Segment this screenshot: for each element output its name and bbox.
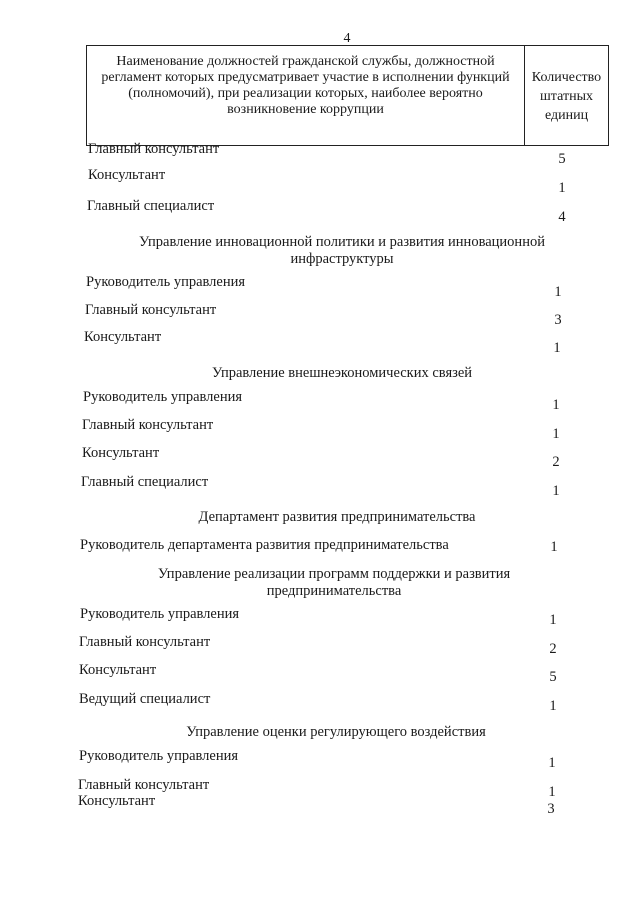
staff-count: 1 (553, 340, 561, 356)
position-title: Консультант (78, 793, 156, 809)
position-title: Консультант (82, 445, 160, 461)
staff-count: 1 (548, 784, 556, 800)
staff-count: 1 (558, 180, 566, 196)
staff-count: 5 (558, 151, 566, 167)
position-title: Руководитель управления (80, 606, 240, 622)
position-title: Консультант (84, 329, 162, 345)
staff-count: 1 (549, 698, 557, 714)
position-title: Руководитель управления (86, 274, 246, 290)
staff-count: 1 (548, 755, 556, 771)
section-heading: Управление внешнеэкономических связей (211, 365, 473, 381)
staff-count: 1 (550, 539, 558, 555)
staff-count: 1 (552, 397, 560, 413)
position-title: Главный консультант (79, 634, 211, 650)
section-heading: Управление оценки регулирующего воздействия (186, 724, 486, 740)
header-position-column: Наименование должностей гражданской службы, должностной регламент которых предусматривает участие в исполнении функций (полномочий), при реализации которых, наиболее вероятно возникновение коррупции (87, 46, 525, 145)
section-heading: Управление реализации программ поддержки и развития предпринимательства (157, 566, 511, 599)
position-title: Руководитель управления (79, 748, 239, 764)
table-header (86, 45, 609, 146)
staff-count: 1 (552, 483, 560, 499)
position-title: Ведущий специалист (79, 691, 211, 707)
position-title: Главный консультант (85, 302, 217, 318)
staff-count: 3 (554, 312, 562, 328)
staff-count: 1 (554, 284, 562, 300)
staff-count: 3 (547, 801, 555, 817)
section-heading: Управление инновационной политики и развития инновационной инфраструктуры (139, 234, 545, 267)
staff-count: 5 (549, 669, 557, 685)
staff-count: 2 (552, 454, 560, 470)
header-count-column: Количество штатных единиц (531, 70, 602, 123)
position-title: Консультант (79, 662, 157, 678)
position-title: Главный специалист (81, 474, 209, 490)
position-title: Главный специалист (87, 198, 215, 214)
position-title: Главный консультант (78, 777, 210, 793)
staff-count: 4 (558, 209, 566, 225)
position-title: Руководитель департамента развития предпринимательства (80, 537, 449, 553)
position-title: Руководитель управления (83, 389, 243, 405)
position-title: Консультант (88, 167, 166, 183)
page-number: 4 (343, 31, 351, 46)
staff-count: 2 (549, 641, 557, 657)
position-title: Главный консультант (82, 417, 214, 433)
section-heading: Департамент развития предпринимательства (198, 509, 476, 525)
position-title: Главный консультант (88, 141, 220, 157)
staff-count: 1 (549, 612, 557, 628)
staff-count: 1 (552, 426, 560, 442)
